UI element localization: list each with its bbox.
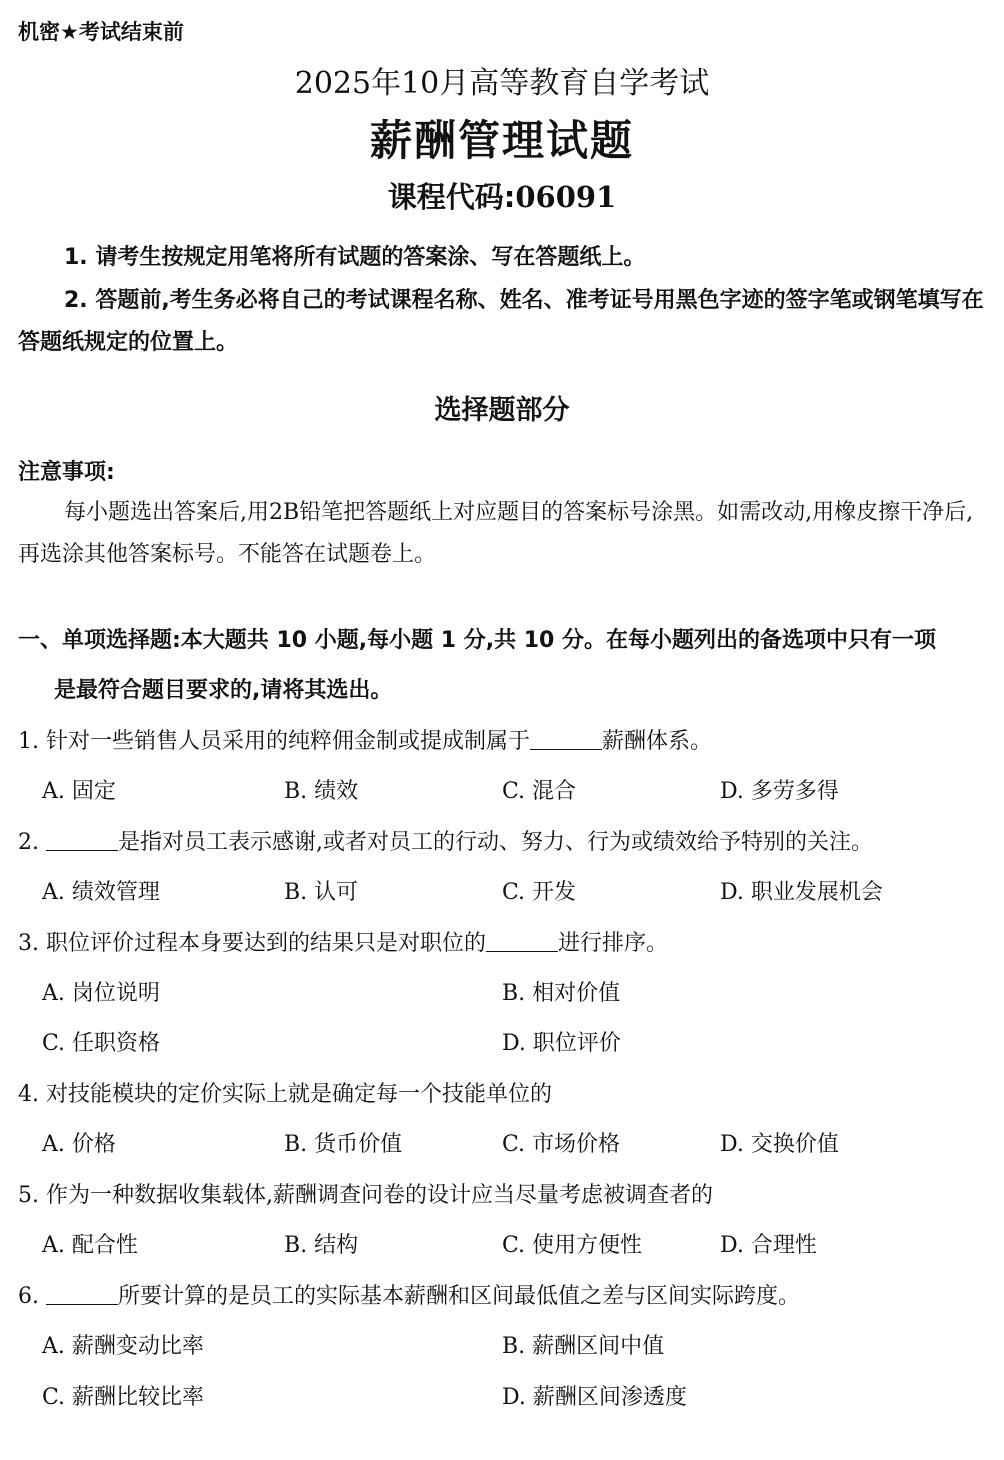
question-4 <box>18 1074 552 1116</box>
option-d: D. 合理性 <box>720 1233 817 1258</box>
question-text: 薪酬体系。 <box>602 729 713 754</box>
option-c: C. 薪酬比较比率 <box>42 1385 205 1410</box>
option-a: A. 固定 <box>42 779 116 804</box>
question-text: 所要计算的是员工的实际基本薪酬和区间最低值之差与区间实际跨度。 <box>117 1284 800 1309</box>
answer-blank <box>486 929 558 952</box>
option-d: D. 交换价值 <box>720 1132 839 1157</box>
question-text: 3. 职位评价过程本身要达到的结果只是对职位的 <box>18 931 486 956</box>
question-6 <box>18 1276 800 1318</box>
part1-heading-line1: 一、单项选择题:本大题共 10 小题,每小题 1 分,共 10 分。在每小题列出的备选项中只有一项 <box>18 628 937 653</box>
option-c: C. 使用方便性 <box>502 1233 643 1258</box>
option-a: A. 岗位说明 <box>42 981 160 1006</box>
question-text: 进行排序。 <box>558 931 669 956</box>
option-a: A. 配合性 <box>42 1233 138 1258</box>
question-5 <box>18 1175 713 1217</box>
option-a: A. 价格 <box>42 1132 116 1157</box>
question-text: 5. 作为一种数据收集载体,薪酬调查问卷的设计应当尽量考虑被调查者的 <box>18 1183 713 1208</box>
option-d: D. 多劳多得 <box>720 779 839 804</box>
question-text: 4. 对技能模块的定价实际上就是确定每一个技能单位的 <box>18 1082 552 1107</box>
option-d: D. 职业发展机会 <box>720 880 883 905</box>
option-c: C. 任职资格 <box>42 1031 161 1056</box>
instruction-2: 2. 答题前,考生务必将自己的考试课程名称、姓名、准考证号用黑色字迹的签字笔或钢笔填写在答题纸规定的位置上。 <box>18 288 984 355</box>
notice-text: 每小题选出答案后,用2B铅笔把答题纸上对应题目的答案标号涂黑。如需改动,用橡皮擦干净后,再选涂其他答案标号。不能答在试题卷上。 <box>18 500 974 567</box>
option-d: D. 职位评价 <box>502 1031 621 1056</box>
notice-heading: 注意事项: <box>18 460 115 485</box>
question-2 <box>18 822 873 864</box>
option-a: A. 薪酬变动比率 <box>42 1334 204 1359</box>
option-a: A. 绩效管理 <box>42 880 160 905</box>
exam-title: 2025年10月高等教育自学考试 <box>294 66 710 101</box>
question-text: 2. <box>18 830 46 855</box>
option-c: C. 混合 <box>502 779 577 804</box>
confidential-label: 机密★考试结束前 <box>18 20 184 44</box>
option-b: B. 结构 <box>284 1233 359 1258</box>
option-b: B. 认可 <box>284 880 359 905</box>
question-text: 6. <box>18 1284 46 1309</box>
answer-blank <box>530 727 602 750</box>
part1-heading-line2: 是最符合题目要求的,请将其选出。 <box>54 678 393 703</box>
answer-blank <box>46 828 118 851</box>
answer-blank <box>46 1282 118 1305</box>
question-3 <box>18 923 668 965</box>
option-c: C. 市场价格 <box>502 1132 621 1157</box>
course-code <box>0 175 1004 216</box>
instruction-1: 1. 请考生按规定用笔将所有试题的答案涂、写在答题纸上。 <box>64 245 646 270</box>
question-text: 1. 针对一些销售人员采用的纯粹佣金制或提成制属于 <box>18 729 530 754</box>
question-1 <box>18 721 712 763</box>
option-b: B. 薪酬区间中值 <box>502 1334 665 1359</box>
subject-title: 薪酬管理试题 <box>369 116 634 165</box>
option-c: C. 开发 <box>502 880 577 905</box>
option-b: B. 相对价值 <box>502 981 621 1006</box>
section-title: 选择题部分 <box>434 395 570 426</box>
option-b: B. 货币价值 <box>284 1132 403 1157</box>
option-d: D. 薪酬区间渗透度 <box>502 1385 687 1410</box>
course-code-label: 课程代码: <box>387 180 516 214</box>
option-b: B. 绩效 <box>284 779 359 804</box>
course-code-value: 06091 <box>515 180 617 214</box>
question-text: 是指对员工表示感谢,或者对员工的行动、努力、行为或绩效给予特别的关注。 <box>117 830 873 855</box>
